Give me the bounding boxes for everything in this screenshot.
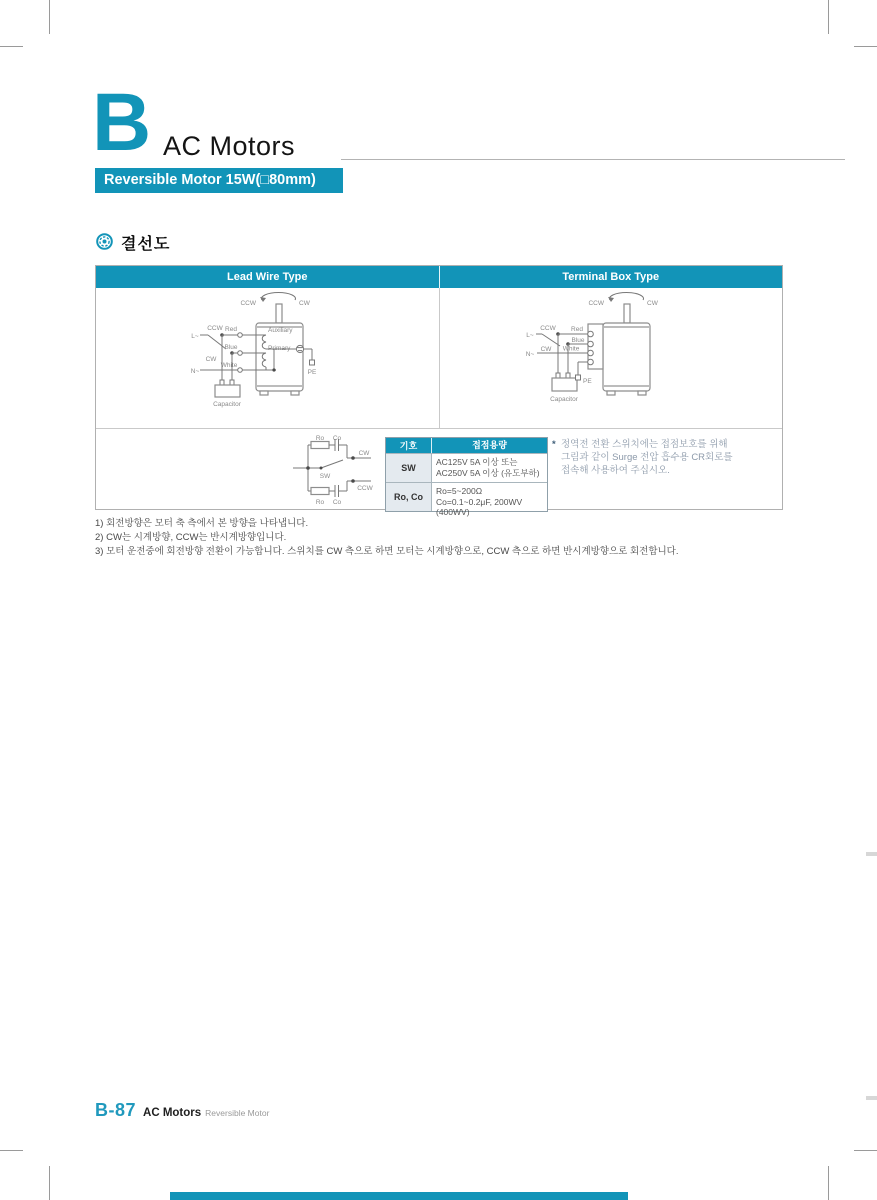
crop-mark bbox=[828, 1166, 829, 1200]
rating-cell bbox=[432, 483, 547, 517]
blue-label: Blue bbox=[571, 337, 585, 344]
footnote-3: 3) 모터 운전중에 회전방향 전환이 가능합니다. 스위치를 CW 측으로 하면 모터는 시계방향으로, CCW 측으로 하면 반시계방향으로 회전합니다. bbox=[95, 546, 679, 557]
bottom-accent-bar bbox=[170, 1192, 628, 1200]
rotation-cw-label: CW bbox=[299, 300, 310, 307]
footnotes bbox=[95, 517, 679, 559]
wiring-table-header bbox=[96, 266, 782, 288]
motor-shaft bbox=[624, 304, 630, 323]
capacitor-terminal bbox=[556, 373, 560, 378]
primary-label: Primary bbox=[268, 345, 291, 352]
switch-arm bbox=[321, 460, 343, 468]
earth-symbol bbox=[296, 345, 303, 352]
column-terminal-box-type: Terminal Box Type bbox=[562, 271, 660, 283]
footer-subtitle: Reversible Motor bbox=[205, 1108, 270, 1118]
crop-mark bbox=[0, 1150, 23, 1151]
pe-label: PE bbox=[307, 369, 317, 376]
surge-note bbox=[552, 438, 787, 477]
terminal-red bbox=[588, 331, 594, 337]
note-line: 그림과 같이 Surge 전압 흡수용 CR회로를 bbox=[561, 452, 733, 463]
switch-cw-label: CW bbox=[205, 356, 217, 363]
rotation-arrowhead bbox=[608, 297, 614, 302]
white-label: White bbox=[562, 345, 580, 353]
rotation-arrowhead bbox=[260, 297, 266, 302]
page-number: B-87 bbox=[95, 1100, 137, 1120]
capacitor-terminal bbox=[566, 373, 570, 378]
wiring-section-icon bbox=[96, 233, 113, 250]
resistor-symbol bbox=[311, 488, 329, 495]
ro-top-label: Ro bbox=[315, 435, 325, 442]
terminal-box-diagram bbox=[440, 289, 783, 427]
rotation-arc bbox=[262, 293, 296, 300]
edge-tick bbox=[866, 852, 877, 856]
lead-wire-diagram bbox=[96, 289, 439, 427]
capacitor-body bbox=[552, 378, 577, 391]
rotation-ccw-label: CCW bbox=[588, 300, 604, 307]
switch-ccw-label: CCW bbox=[540, 325, 556, 332]
crop-mark bbox=[49, 0, 50, 34]
row-divider bbox=[96, 428, 782, 429]
co-bottom-label: Co bbox=[332, 499, 342, 506]
switch-ccw-label: CCW bbox=[207, 325, 223, 332]
pe-label: PE bbox=[583, 378, 592, 385]
rating-line: Co=0.1~0.2μF, 200WV (400WV) bbox=[436, 496, 523, 517]
pe-terminal bbox=[576, 375, 581, 380]
rotation-ccw-label: CCW bbox=[240, 300, 256, 307]
symbol-cell: Ro, Co bbox=[386, 483, 432, 511]
terminal-blue bbox=[588, 341, 594, 347]
capacitor-body bbox=[215, 385, 240, 397]
switch-arm bbox=[208, 335, 226, 349]
line-n-label: N~ bbox=[190, 368, 200, 375]
motor-foot bbox=[291, 391, 299, 395]
blue-label: Blue bbox=[224, 344, 238, 351]
terminal-earth bbox=[588, 359, 594, 365]
footnote-2: 2) CW는 시계방향, CCW는 반시계방향입니다. bbox=[95, 532, 287, 543]
rating-cell bbox=[432, 454, 547, 482]
white-label: White bbox=[220, 362, 238, 369]
column-lead-wire-type: Lead Wire Type bbox=[227, 271, 308, 283]
footer-catalog-title: AC Motors bbox=[143, 1107, 202, 1119]
rating-line: Ro=5~200Ω bbox=[436, 486, 483, 496]
crop-mark bbox=[49, 1166, 50, 1200]
crop-mark bbox=[0, 46, 23, 47]
rotation-cw-label: CW bbox=[647, 300, 658, 307]
header-rule bbox=[341, 159, 845, 160]
rating-line: AC125V 5A 이상 또는 bbox=[436, 457, 518, 467]
motor-shaft bbox=[276, 304, 282, 323]
crop-mark bbox=[828, 0, 829, 34]
crop-mark bbox=[854, 46, 877, 47]
co-top-label: Co bbox=[332, 435, 342, 442]
column-symbol: 기호 bbox=[386, 438, 432, 453]
edge-tick bbox=[866, 1096, 877, 1100]
blue-lead-terminal bbox=[238, 351, 243, 356]
red-label: Red bbox=[571, 326, 583, 333]
page-title: AC Motors bbox=[163, 131, 296, 161]
pe-terminal bbox=[310, 360, 315, 365]
motor-foot bbox=[607, 391, 615, 395]
section-letter: B bbox=[92, 77, 150, 168]
sw-label: SW bbox=[319, 473, 331, 480]
line-l-label: L~ bbox=[191, 333, 199, 340]
capacitor-label: Capacitor bbox=[550, 396, 578, 403]
cw-label: CW bbox=[358, 450, 370, 457]
switch-arm bbox=[542, 334, 560, 346]
symbol-cell: SW bbox=[386, 454, 432, 482]
rating-line: AC250V 5A 이상 (유도부하) bbox=[436, 467, 540, 478]
ccw-label: CCW bbox=[357, 485, 373, 492]
product-banner: Reversible Motor 15W(□80mm) bbox=[95, 168, 343, 193]
ro-bottom-label: Ro bbox=[315, 499, 325, 506]
wiring-table bbox=[95, 265, 783, 517]
note-line: 접속해 사용하여 주십시오. bbox=[561, 465, 670, 476]
note-asterisk: * bbox=[552, 439, 556, 450]
switch-cw-label: CW bbox=[540, 346, 552, 353]
rotation-arc bbox=[610, 293, 644, 300]
column-rating: 접점용량 bbox=[472, 440, 507, 450]
capacitor-label: Capacitor bbox=[213, 401, 241, 408]
page-footer bbox=[95, 1100, 269, 1121]
motor-foot bbox=[260, 391, 268, 395]
red-label: Red bbox=[225, 326, 237, 333]
red-lead-terminal bbox=[238, 333, 243, 338]
auxiliary-label: Auxiliary bbox=[268, 327, 293, 334]
capacitor-terminal bbox=[220, 380, 224, 385]
note-line: 정역전 전환 스위치에는 접점보호를 위해 bbox=[561, 439, 728, 450]
motor-foot bbox=[638, 391, 646, 395]
line-l-label: L~ bbox=[526, 332, 534, 339]
capacitor-terminal bbox=[230, 380, 234, 385]
contact-rating-table bbox=[385, 437, 548, 517]
resistor-symbol bbox=[311, 442, 329, 449]
line-n-label: N~ bbox=[525, 351, 535, 358]
section-heading: 결선도 bbox=[121, 236, 171, 253]
table-row bbox=[386, 453, 547, 482]
white-lead-terminal bbox=[238, 368, 243, 373]
table-row bbox=[386, 482, 547, 517]
terminal-white bbox=[588, 350, 594, 356]
contact-rating-header bbox=[386, 438, 547, 453]
footnote-1: 1) 회전방향은 모터 축 측에서 본 방향을 나타냅니다. bbox=[95, 518, 309, 529]
motor-body bbox=[603, 323, 650, 391]
crop-mark bbox=[854, 1150, 877, 1151]
